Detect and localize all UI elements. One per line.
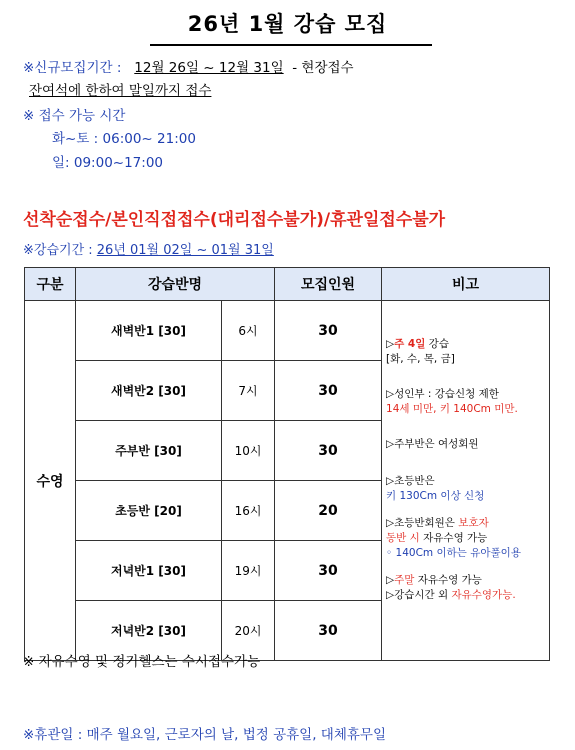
recruit-period-range: 12월 26일 ~ 12월 31일 — [134, 60, 284, 76]
remark-bullet: ▷ — [386, 574, 395, 586]
remark-text: ◦ 140Cm 이하는 유아풀이용 — [386, 547, 521, 559]
remark-text: 주말 — [394, 574, 415, 586]
recruit-period-line — [23, 56, 354, 76]
table-header-row — [25, 268, 550, 301]
page-title: 26년 1월 강습 모집 — [187, 12, 388, 36]
hours-sunday: 일: 09:00~17:00 — [52, 155, 164, 171]
remark-text: ▷초등반은 — [386, 475, 435, 487]
recruit-note: 잔여석에 한하여 말일까지 접수 — [29, 83, 212, 99]
capacity-cell: 30 — [275, 421, 382, 481]
recruit-period-label: ※신규모집기간 : — [23, 60, 122, 76]
capacity-cell: 20 — [275, 481, 382, 541]
class-name-cell: 초등반 [20] — [76, 481, 222, 541]
class-name-cell: 새벽반2 [30] — [76, 361, 222, 421]
closed-days-note: ※휴관일 : 매주 월요일, 근로자의 날, 법정 공휴일, 대체휴무일 — [23, 727, 387, 743]
hours-label: ※ 접수 가능 시간 — [23, 108, 126, 124]
remark-text: 자유수영 가능 — [414, 574, 482, 586]
header-remarks: 비고 — [382, 268, 550, 301]
remark-bullet: ▷ — [386, 338, 395, 350]
remark-item — [386, 337, 545, 367]
class-time-cell: 10시 — [222, 421, 275, 481]
title-underline — [150, 44, 432, 46]
recruit-period-suffix: - 현장접수 — [292, 60, 354, 76]
remark-text: 자유수영가능. — [451, 589, 516, 601]
class-time-cell: 20시 — [222, 601, 275, 661]
remark-item — [386, 387, 545, 417]
remark-text: 강습 — [425, 338, 449, 350]
remark-text: ▷성인부 : 강습신청 제한 — [386, 388, 499, 400]
capacity-cell: 30 — [275, 361, 382, 421]
hours-weekday: 화~토 : 06:00~ 21:00 — [52, 131, 196, 147]
capacity-cell: 30 — [275, 601, 382, 661]
remark-text: 동반 시 — [386, 532, 420, 544]
class-name-cell: 주부반 [30] — [76, 421, 222, 481]
class-time-cell: 19시 — [222, 541, 275, 601]
remark-text: 키 130Cm 이상 신청 — [386, 490, 485, 502]
remark-text: 자유수영 가능 — [419, 532, 488, 544]
footer-note: ※ 자유수영 및 정기헬스는 수시접수가능 — [23, 654, 261, 670]
header-class-name: 강습반명 — [76, 268, 275, 301]
course-period-line — [23, 239, 274, 258]
remark-item: ▷주부반은 여성회원 — [386, 438, 479, 450]
course-period-label: ※강습기간 : — [23, 243, 93, 258]
remark-text: [화, 수, 목, 금] — [386, 353, 455, 365]
remark-text: 보호자 — [458, 517, 489, 529]
capacity-cell: 30 — [275, 301, 382, 361]
class-name-cell: 새벽반1 [30] — [76, 301, 222, 361]
remark-item — [386, 474, 545, 504]
course-period-range: 26년 01월 02일 ~ 01월 31일 — [96, 243, 274, 258]
remarks-cell — [382, 301, 550, 661]
header-capacity: 모집인원 — [275, 268, 382, 301]
schedule-table — [24, 267, 550, 661]
registration-notice: 선착순접수/본인직접접수(대리접수불가)/휴관일접수불가 — [23, 210, 446, 230]
class-name-cell: 저녁반1 [30] — [76, 541, 222, 601]
remark-text: 주 4일 — [394, 338, 426, 350]
class-time-cell: 7시 — [222, 361, 275, 421]
capacity-cell: 30 — [275, 541, 382, 601]
class-time-cell: 16시 — [222, 481, 275, 541]
remark-text: ▷강습시간 외 — [386, 589, 452, 601]
class-time-cell: 6시 — [222, 301, 275, 361]
remark-text: 14세 미만, 키 140Cm 미만. — [386, 403, 518, 415]
remark-text: ▷초등반회원은 — [386, 517, 459, 529]
remark-item — [386, 573, 545, 603]
header-category: 구분 — [25, 268, 76, 301]
category-cell: 수영 — [25, 301, 76, 661]
class-name-cell: 저녁반2 [30] — [76, 601, 222, 661]
remark-item — [386, 516, 545, 561]
table-row — [25, 301, 550, 361]
